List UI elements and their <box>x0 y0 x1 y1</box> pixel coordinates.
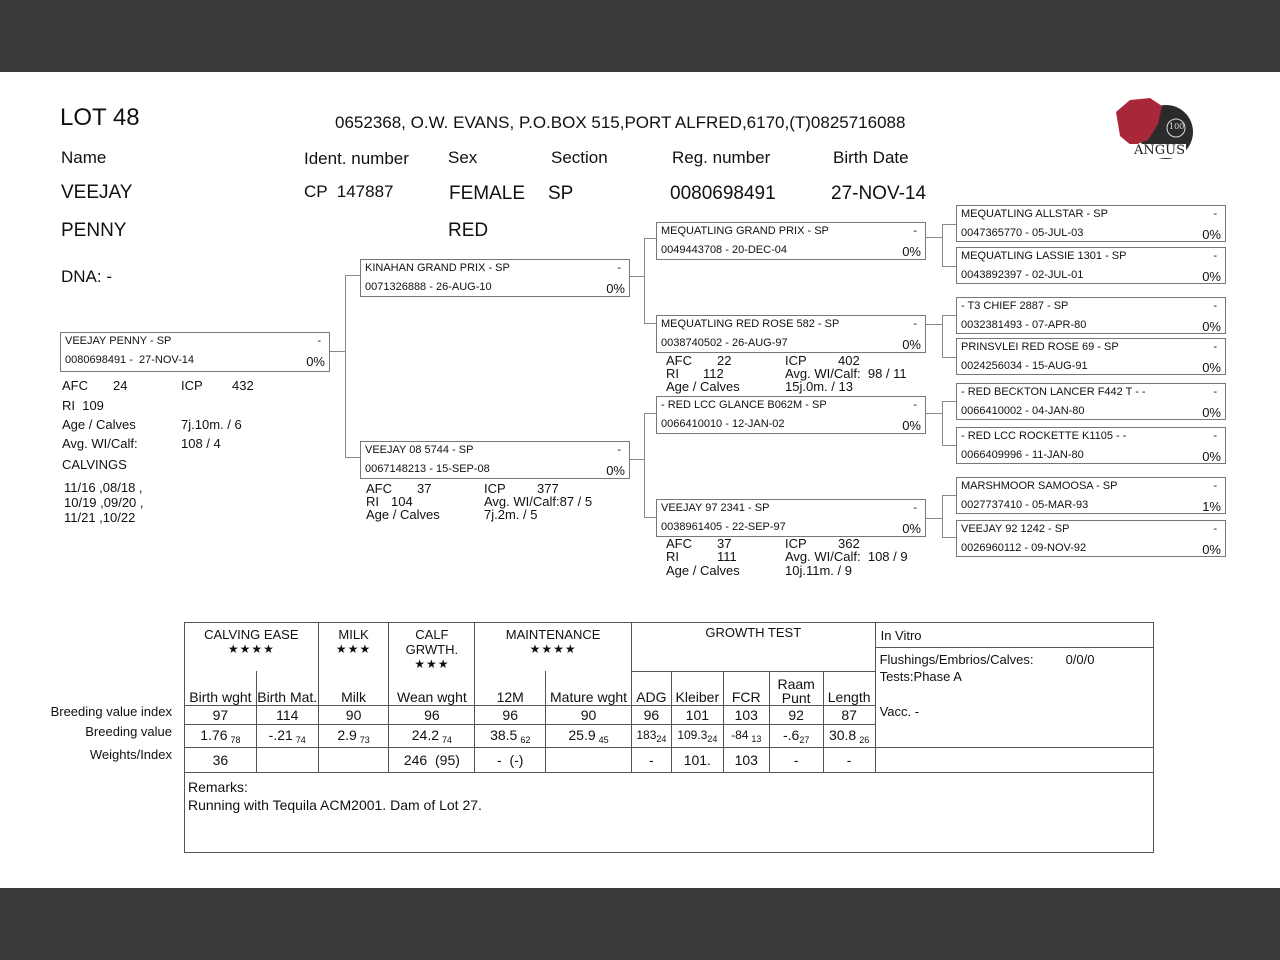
ds-name: - RED LCC GLANCE B062M - SP <box>661 399 827 411</box>
dam-wi: Avg. WI/Calf:87 / 5 <box>484 494 593 509</box>
sire-pct: 0% <box>606 281 625 296</box>
bv-cell <box>671 724 723 747</box>
milk-stars: ★★★ <box>335 642 372 656</box>
milk-label: MILK <box>338 627 369 642</box>
remarks-cell <box>185 772 1154 852</box>
dam-dash: - <box>617 444 621 456</box>
ss-dash: - <box>913 225 917 237</box>
animal-icp: 432 <box>232 378 254 393</box>
bv-value: 183 <box>636 727 657 742</box>
bv-accuracy: 24 <box>707 733 718 744</box>
breeding-table <box>184 622 1154 853</box>
col-header: Birth Mat. <box>256 671 318 705</box>
dam-name: VEEJAY 08 5744 - SP <box>365 444 474 456</box>
calving-ease-group <box>185 623 319 672</box>
label-section: Section <box>551 148 608 167</box>
invitro-label: In Vitro <box>876 623 1153 648</box>
flushings-label: Flushings/Embrios/Calves: <box>879 652 1034 667</box>
bv-value: -.6 <box>782 726 800 743</box>
col-header: 12M <box>475 671 546 705</box>
bv-value: -84 <box>731 727 749 742</box>
label-ident: Ident. number <box>304 149 409 168</box>
calf-growth-label: CALF GRWTH. <box>405 627 459 657</box>
dam-age: 7j.2m. / 5 <box>484 507 538 522</box>
pedigree-box-sire-sire <box>656 222 926 260</box>
tests-value: Tests:Phase A <box>879 669 962 684</box>
color-value: RED <box>448 220 489 241</box>
connector <box>926 413 942 414</box>
bv-cell <box>256 724 318 747</box>
g3-dash: - <box>1213 208 1217 220</box>
calving-ease-label: CALVING EASE <box>204 627 299 642</box>
g3-dash: - <box>1213 386 1217 398</box>
dd-icp-label: ICP <box>785 536 807 551</box>
dd-reg: 0038961405 - 22-SEP-97 <box>661 521 786 533</box>
g3-pct: 0% <box>1202 227 1221 242</box>
pedigree-box-gen3 <box>956 520 1226 557</box>
sd-name: MEQUATLING RED ROSE 582 - SP <box>661 318 840 330</box>
bv-value: 24.2 <box>411 726 439 743</box>
ident-number: CP 147887 <box>304 182 394 201</box>
connector <box>644 413 656 414</box>
dd-icp: 362 <box>838 536 860 551</box>
animal-dash: - <box>317 335 321 347</box>
weight-cell: - <box>631 747 671 772</box>
calving-ease-stars: ★★★★ <box>227 642 275 656</box>
label-name: Name <box>61 148 107 167</box>
col-header: FCR <box>723 671 769 705</box>
connector <box>942 224 956 225</box>
label-reg: Reg. number <box>672 148 771 167</box>
col-header: Length <box>823 671 875 705</box>
connector <box>942 266 956 267</box>
index-cell: 90 <box>318 705 389 724</box>
bv-cell <box>475 724 546 747</box>
g3-pct: 0% <box>1202 269 1221 284</box>
connector <box>644 517 656 518</box>
connector <box>629 459 644 460</box>
growth-test-group <box>631 623 875 672</box>
col-header: Mature wght <box>546 671 632 705</box>
dam-reg: 0067148213 - 15-SEP-08 <box>365 463 490 475</box>
ds-dash: - <box>913 399 917 411</box>
bv-value: 30.8 <box>828 726 857 743</box>
g3-reg: 0032381493 - 07-APR-80 <box>961 319 1087 331</box>
pedigree-box-animal <box>60 332 330 372</box>
bv-accuracy: 62 <box>520 734 531 745</box>
animal-age-label: Age / Calves <box>62 417 136 432</box>
calvings-label: CALVINGS <box>62 457 127 472</box>
bv-value: 1.76 <box>200 726 228 743</box>
bv-value: -.21 <box>268 726 293 743</box>
flushings-value: 0/0/0 <box>1065 652 1095 667</box>
bv-value: 25.9 <box>568 726 596 743</box>
calf-growth-group <box>389 623 475 672</box>
pedigree-box-gen3 <box>956 477 1226 514</box>
sd-dash: - <box>913 318 917 330</box>
sire-reg: 0071326888 - 26-AUG-10 <box>365 281 492 293</box>
dam-afc-label: AFC <box>366 481 392 496</box>
g3-name: VEEJAY 92 1242 - SP <box>961 523 1070 535</box>
g3-name: MARSHMOOR SAMOOSA - SP <box>961 480 1118 492</box>
sd-age-label: Age / Calves <box>666 379 740 394</box>
bv-accuracy: 74 <box>442 734 453 745</box>
dam-age-label: Age / Calves <box>366 507 440 522</box>
bv-cell <box>769 724 823 747</box>
pedigree-box-dam-dam <box>656 499 926 537</box>
animal-icp-label: ICP <box>181 378 203 393</box>
weight-cell: - <box>769 747 823 772</box>
bottom-dark-band <box>0 888 1280 960</box>
index-cell: 114 <box>256 705 318 724</box>
bv-cell <box>318 724 389 747</box>
connector <box>345 275 346 457</box>
g3-pct: 0% <box>1202 449 1221 464</box>
row-label-index: Breeding value index <box>50 704 172 719</box>
bv-accuracy: 45 <box>598 734 609 745</box>
index-cell: 92 <box>769 705 823 724</box>
col-header: ADG <box>631 671 671 705</box>
pedigree-box-gen3 <box>956 205 1226 242</box>
bv-cell <box>823 724 875 747</box>
ss-name: MEQUATLING GRAND PRIX - SP <box>661 225 829 237</box>
animal-afc: 24 <box>113 378 128 393</box>
reg-number: 0080698491 <box>670 183 776 204</box>
animal-wi: 108 / 4 <box>181 436 221 451</box>
connector <box>942 224 943 266</box>
ds-reg: 0066410010 - 12-JAN-02 <box>661 418 785 430</box>
animal-afc-label: AFC <box>62 378 88 393</box>
animal-name: VEEJAY PENNY - SP <box>65 335 172 347</box>
connector <box>942 357 956 358</box>
col-header: Raam Punt <box>769 671 823 705</box>
pedigree-box-gen3 <box>956 338 1226 375</box>
row-label-weights: Weights/Index <box>89 747 172 762</box>
connector <box>644 238 656 239</box>
connector <box>926 324 942 325</box>
remarks-label: Remarks: <box>188 778 248 795</box>
dd-wi: Avg. WI/Calf: 108 / 9 <box>785 549 908 564</box>
g3-reg: 0026960112 - 09-NOV-92 <box>961 542 1087 554</box>
index-cell: 96 <box>389 705 475 724</box>
connector <box>942 315 956 316</box>
connector <box>329 351 345 352</box>
dd-afc-label: AFC <box>666 536 692 551</box>
connector <box>345 457 360 458</box>
sire-name: KINAHAN GRAND PRIX - SP <box>365 262 510 274</box>
col-header: Birth wght <box>185 671 257 705</box>
dam-pct: 0% <box>606 463 625 478</box>
weight-cell <box>256 747 318 772</box>
ss-reg: 0049443708 - 20-DEC-04 <box>661 244 787 256</box>
pedigree-box-gen3 <box>956 297 1226 334</box>
dam-afc: 37 <box>417 481 432 496</box>
ss-pct: 0% <box>902 244 921 259</box>
g3-reg: 0027737410 - 05-MAR-93 <box>961 499 1089 511</box>
bv-accuracy: 27 <box>799 734 810 745</box>
pedigree-page <box>0 72 1280 888</box>
calvings-line: 10/19 ,09/20 , <box>64 495 144 510</box>
maintenance-stars: ★★★★ <box>529 642 577 656</box>
sd-icp: 402 <box>838 353 860 368</box>
connector <box>926 237 942 238</box>
sd-wi: Avg. WI/Calf: 98 / 11 <box>785 366 907 381</box>
animal-wi-label: Avg. WI/Calf: <box>62 436 138 451</box>
label-birth: Birth Date <box>833 148 909 167</box>
connector <box>942 445 956 446</box>
animal-pct: 0% <box>306 354 325 369</box>
index-cell: 103 <box>723 705 769 724</box>
dd-name: VEEJAY 97 2341 - SP <box>661 502 770 514</box>
connector <box>942 315 943 357</box>
connector <box>942 495 943 537</box>
g3-reg: 0043892397 - 02-JUL-01 <box>961 269 1084 281</box>
sd-afc-label: AFC <box>666 353 692 368</box>
index-cell: 90 <box>546 705 632 724</box>
dd-ri: 111 <box>717 549 737 564</box>
g3-reg: 0066410002 - 04-JAN-80 <box>961 405 1085 417</box>
connector <box>644 238 645 323</box>
bv-accuracy: 74 <box>295 734 306 745</box>
sd-afc: 22 <box>717 353 732 368</box>
g3-name: PRINSVLEI RED ROSE 69 - SP <box>961 341 1119 353</box>
dam-ri-label: RI <box>366 494 379 509</box>
sd-reg: 0038740502 - 26-AUG-97 <box>661 337 788 349</box>
weight-cell: 101. <box>671 747 723 772</box>
flushings-row <box>876 648 1153 667</box>
weight-cell <box>546 747 632 772</box>
dam-ri: 104 <box>391 494 413 509</box>
bv-accuracy: 13 <box>751 733 762 744</box>
g3-dash: - <box>1213 250 1217 262</box>
dd-dash: - <box>913 502 917 514</box>
bv-accuracy: 73 <box>359 734 370 745</box>
section-value: SP <box>548 183 574 204</box>
weight-cell: 103 <box>723 747 769 772</box>
dam-icp-label: ICP <box>484 481 506 496</box>
dna-status: DNA: - <box>61 267 112 286</box>
bv-cell <box>546 724 632 747</box>
animal-ri: RI 109 <box>62 398 104 413</box>
g3-reg: 0066409996 - 11-JAN-80 <box>961 449 1084 461</box>
connector <box>926 518 942 519</box>
weight-cell: - <box>823 747 875 772</box>
remarks-row <box>185 772 1154 852</box>
dd-ri-label: RI <box>666 549 679 564</box>
row-label-bv: Breeding value <box>85 724 172 739</box>
calvings-line: 11/21 ,10/22 <box>64 510 136 525</box>
col-header: Kleiber <box>671 671 723 705</box>
index-cell: 96 <box>631 705 671 724</box>
connector <box>629 276 644 277</box>
connector <box>942 401 956 402</box>
maintenance-label: MAINTENANCE <box>505 627 601 642</box>
weight-cell <box>318 747 389 772</box>
connector <box>345 275 360 276</box>
weights-row <box>185 747 1154 772</box>
pedigree-box-gen3 <box>956 427 1226 464</box>
connector <box>644 413 645 517</box>
dd-pct: 0% <box>902 521 921 536</box>
bv-accuracy: 26 <box>859 734 870 745</box>
g3-pct: 0% <box>1202 360 1221 375</box>
g3-dash: - <box>1213 341 1217 353</box>
vacc-value: Vacc. - <box>879 704 920 719</box>
g3-name: MEQUATLING LASSIE 1301 - SP <box>961 250 1127 262</box>
g3-pct: 0% <box>1202 319 1221 334</box>
g3-pct: 0% <box>1202 542 1221 557</box>
logo-text: ANGUS <box>1134 143 1186 158</box>
index-cell: 96 <box>475 705 546 724</box>
g3-dash: - <box>1213 430 1217 442</box>
sire-dash: - <box>617 262 621 274</box>
angus-logo <box>1110 94 1200 174</box>
remarks-text: Running with Tequila ACM2001. Dam of Lot 27. <box>188 796 482 813</box>
label-sex: Sex <box>448 148 478 167</box>
dd-afc: 37 <box>717 536 732 551</box>
lot-number: LOT 48 <box>60 104 140 131</box>
pedigree-box-dam-sire <box>656 396 926 434</box>
dd-age: 10j.11m. / 9 <box>785 563 852 578</box>
owner-info: 0652368, O.W. EVANS, P.O.BOX 515,PORT ALFRED,6170,(T)0825716088 <box>335 113 906 132</box>
sd-age: 15j.0m. / 13 <box>785 379 853 394</box>
index-cell: 87 <box>823 705 875 724</box>
connector <box>644 323 656 324</box>
g3-name: - RED BECKTON LANCER F442 T - - <box>961 386 1146 398</box>
sd-pct: 0% <box>902 337 921 352</box>
ds-pct: 0% <box>902 418 921 433</box>
birth-date: 27-NOV-14 <box>831 183 927 204</box>
pedigree-box-sire <box>360 259 630 297</box>
calf-growth-stars: ★★★ <box>414 657 450 671</box>
animal-reg: 0080698491 - 27-NOV-14 <box>65 354 195 366</box>
weight-cell: 246 (95) <box>389 747 475 772</box>
dam-icp: 377 <box>537 481 559 496</box>
g3-name: - T3 CHIEF 2887 - SP <box>961 300 1069 312</box>
connector <box>942 537 956 538</box>
bv-cell <box>631 724 671 747</box>
col-header: Milk <box>318 671 389 705</box>
g3-dash: - <box>1213 523 1217 535</box>
logo-badge: 100 <box>1169 122 1185 131</box>
top-dark-band <box>0 0 1280 72</box>
animal-age: 7j.10m. / 6 <box>181 417 242 432</box>
g3-pct: 0% <box>1202 405 1221 420</box>
bv-value: 38.5 <box>490 726 518 743</box>
g3-pct: 1% <box>1202 499 1221 514</box>
col-header: Wean wght <box>389 671 475 705</box>
dd-age-label: Age / Calves <box>666 563 740 578</box>
bv-cell <box>389 724 475 747</box>
name-line1: VEEJAY <box>61 182 133 203</box>
g3-reg: 0024256034 - 15-AUG-91 <box>961 360 1088 372</box>
angus-logo-icon <box>1110 94 1200 174</box>
g3-name: MEQUATLING ALLSTAR - SP <box>961 208 1108 220</box>
connector <box>942 401 943 445</box>
connector <box>942 495 956 496</box>
g3-dash: - <box>1213 480 1217 492</box>
invitro-panel <box>875 623 1153 748</box>
calvings-line: 11/16 ,08/18 , <box>64 480 143 495</box>
index-cell: 97 <box>185 705 257 724</box>
weight-cell: 36 <box>185 747 257 772</box>
g3-reg: 0047365770 - 05-JUL-03 <box>961 227 1084 239</box>
bv-cell <box>185 724 257 747</box>
sd-icp-label: ICP <box>785 353 807 368</box>
index-cell: 101 <box>671 705 723 724</box>
bv-value: 109.3 <box>677 727 708 742</box>
invitro-spacer <box>875 747 1153 772</box>
pedigree-box-sire-dam <box>656 315 926 353</box>
pedigree-box-dam <box>360 441 630 479</box>
bv-accuracy: 78 <box>230 734 241 745</box>
bv-accuracy: 24 <box>656 733 667 744</box>
name-line2: PENNY <box>61 220 127 241</box>
pedigree-box-gen3 <box>956 383 1226 420</box>
g3-dash: - <box>1213 300 1217 312</box>
bv-value: 2.9 <box>337 726 357 743</box>
sd-ri-label: RI <box>666 366 679 381</box>
milk-group <box>318 623 389 672</box>
maintenance-group <box>475 623 632 672</box>
pedigree-box-gen3 <box>956 247 1226 284</box>
sex-value: FEMALE <box>449 183 526 204</box>
growth-test-label: GROWTH TEST <box>705 625 802 640</box>
g3-name: - RED LCC ROCKETTE K1105 - - <box>961 430 1127 442</box>
sd-ri: 112 <box>703 366 724 381</box>
weight-cell: - (-) <box>475 747 546 772</box>
bv-cell <box>723 724 769 747</box>
